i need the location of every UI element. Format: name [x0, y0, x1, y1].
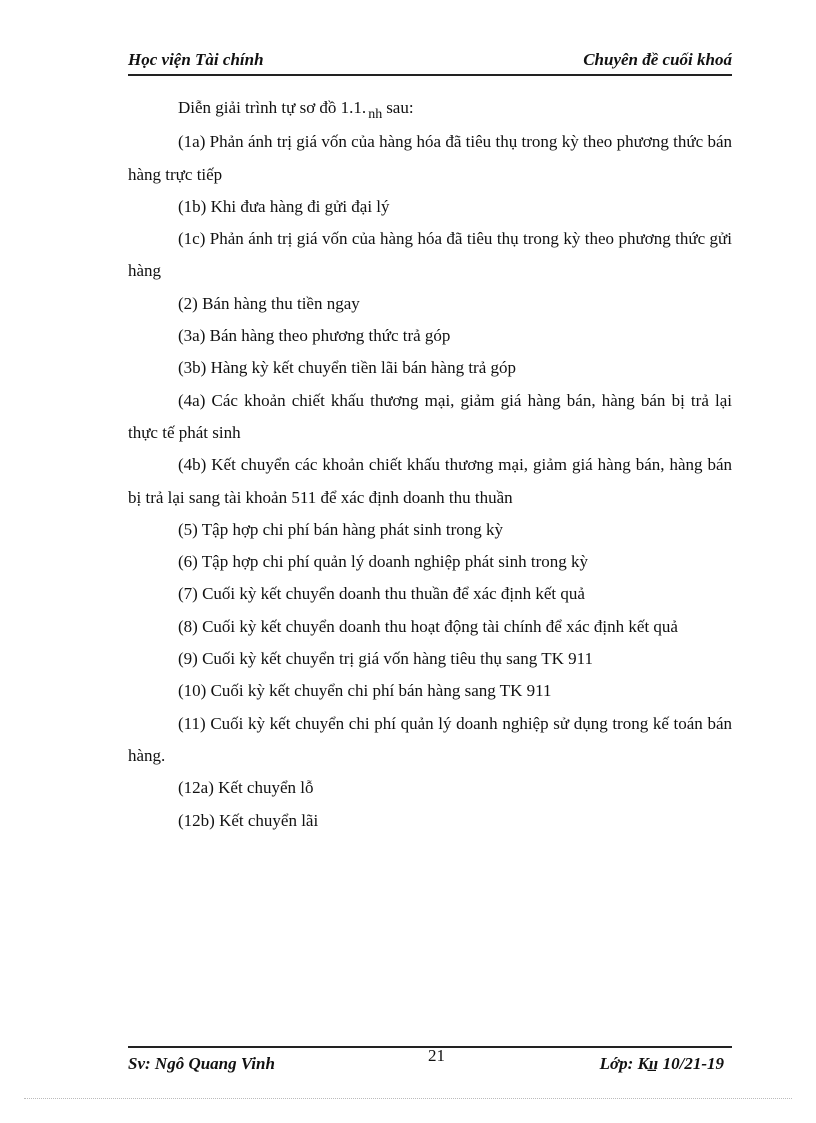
list-item: (4b) Kết chuyển các khoản chiết khấu thương mại, giảm giá hàng bán, hàng bán bị trả lại sang tài khoản 511 để xác định doanh thu thuần [128, 455, 732, 507]
list-item: (12a) Kết chuyển lỗ [178, 778, 314, 798]
list-item: (1c) Phản ánh trị giá vốn của hàng hóa đã tiêu thụ trong kỳ theo phương thức gửi hàng [128, 229, 732, 281]
list-item: (6) Tập hợp chi phí quản lý doanh nghiệp phát sinh trong kỳ [178, 552, 589, 572]
document-body [128, 92, 732, 837]
list-item: (1a) Phản ánh trị giá vốn của hàng hóa đã tiêu thụ trong kỳ theo phương thức bán hàng trực tiếp [128, 132, 732, 184]
list-item: (4a) Các khoản chiết khấu thương mại, giảm giá hàng bán, hàng bán bị trả lại thực tế phát sinh [128, 390, 732, 442]
list-item: (7) Cuối kỳ kết chuyển doanh thu thuần để xác định kết quả [178, 584, 585, 604]
list-item: (2) Bán hàng thu tiền ngay [178, 293, 360, 313]
list-item: (11) Cuối kỳ kết chuyển chi phí quản lý doanh nghiệp sử dụng trong kế toán bán hàng. [128, 713, 732, 765]
footer-student-name: Sv: Ngô Quang Vinh [128, 1054, 275, 1073]
intro-paragraph [128, 92, 732, 126]
header-institution: Học viện Tài chính [128, 50, 264, 69]
list-item: (9) Cuối kỳ kết chuyển trị giá vốn hàng tiêu thụ sang TK 911 [178, 649, 594, 669]
intro-subscript: nh [368, 107, 383, 122]
list-item: (8) Cuối kỳ kết chuyển doanh thu hoạt động tài chính để xác định kết quả [178, 616, 678, 636]
list-item: (5) Tập hợp chi phí bán hàng phát sinh trong kỳ [178, 519, 504, 539]
header-document-title: Chuyên đề cuối khoá [583, 50, 732, 69]
page-edge-divider [24, 1098, 792, 1099]
list-item: (10) Cuối kỳ kết chuyển chi phí bán hàng sang TK 911 [178, 681, 552, 701]
page-number: 21 [428, 1046, 445, 1065]
page-header [128, 50, 732, 76]
list-item: (12b) Kết chuyển lãi [178, 810, 319, 830]
footer-class: Lớp: Kı̲ı 10/21-19 [599, 1054, 724, 1073]
intro-text-end: sau: [386, 98, 414, 117]
list-item: (3b) Hàng kỳ kết chuyển tiền lãi bán hàng trả góp [178, 358, 517, 378]
page-footer [128, 1046, 732, 1078]
intro-text: Diễn giải trình tự sơ đồ 1.1. [178, 98, 367, 117]
list-item: (3a) Bán hàng theo phương thức trả góp [178, 326, 451, 346]
list-item: (1b) Khi đưa hàng đi gửi đại lý [178, 196, 390, 216]
